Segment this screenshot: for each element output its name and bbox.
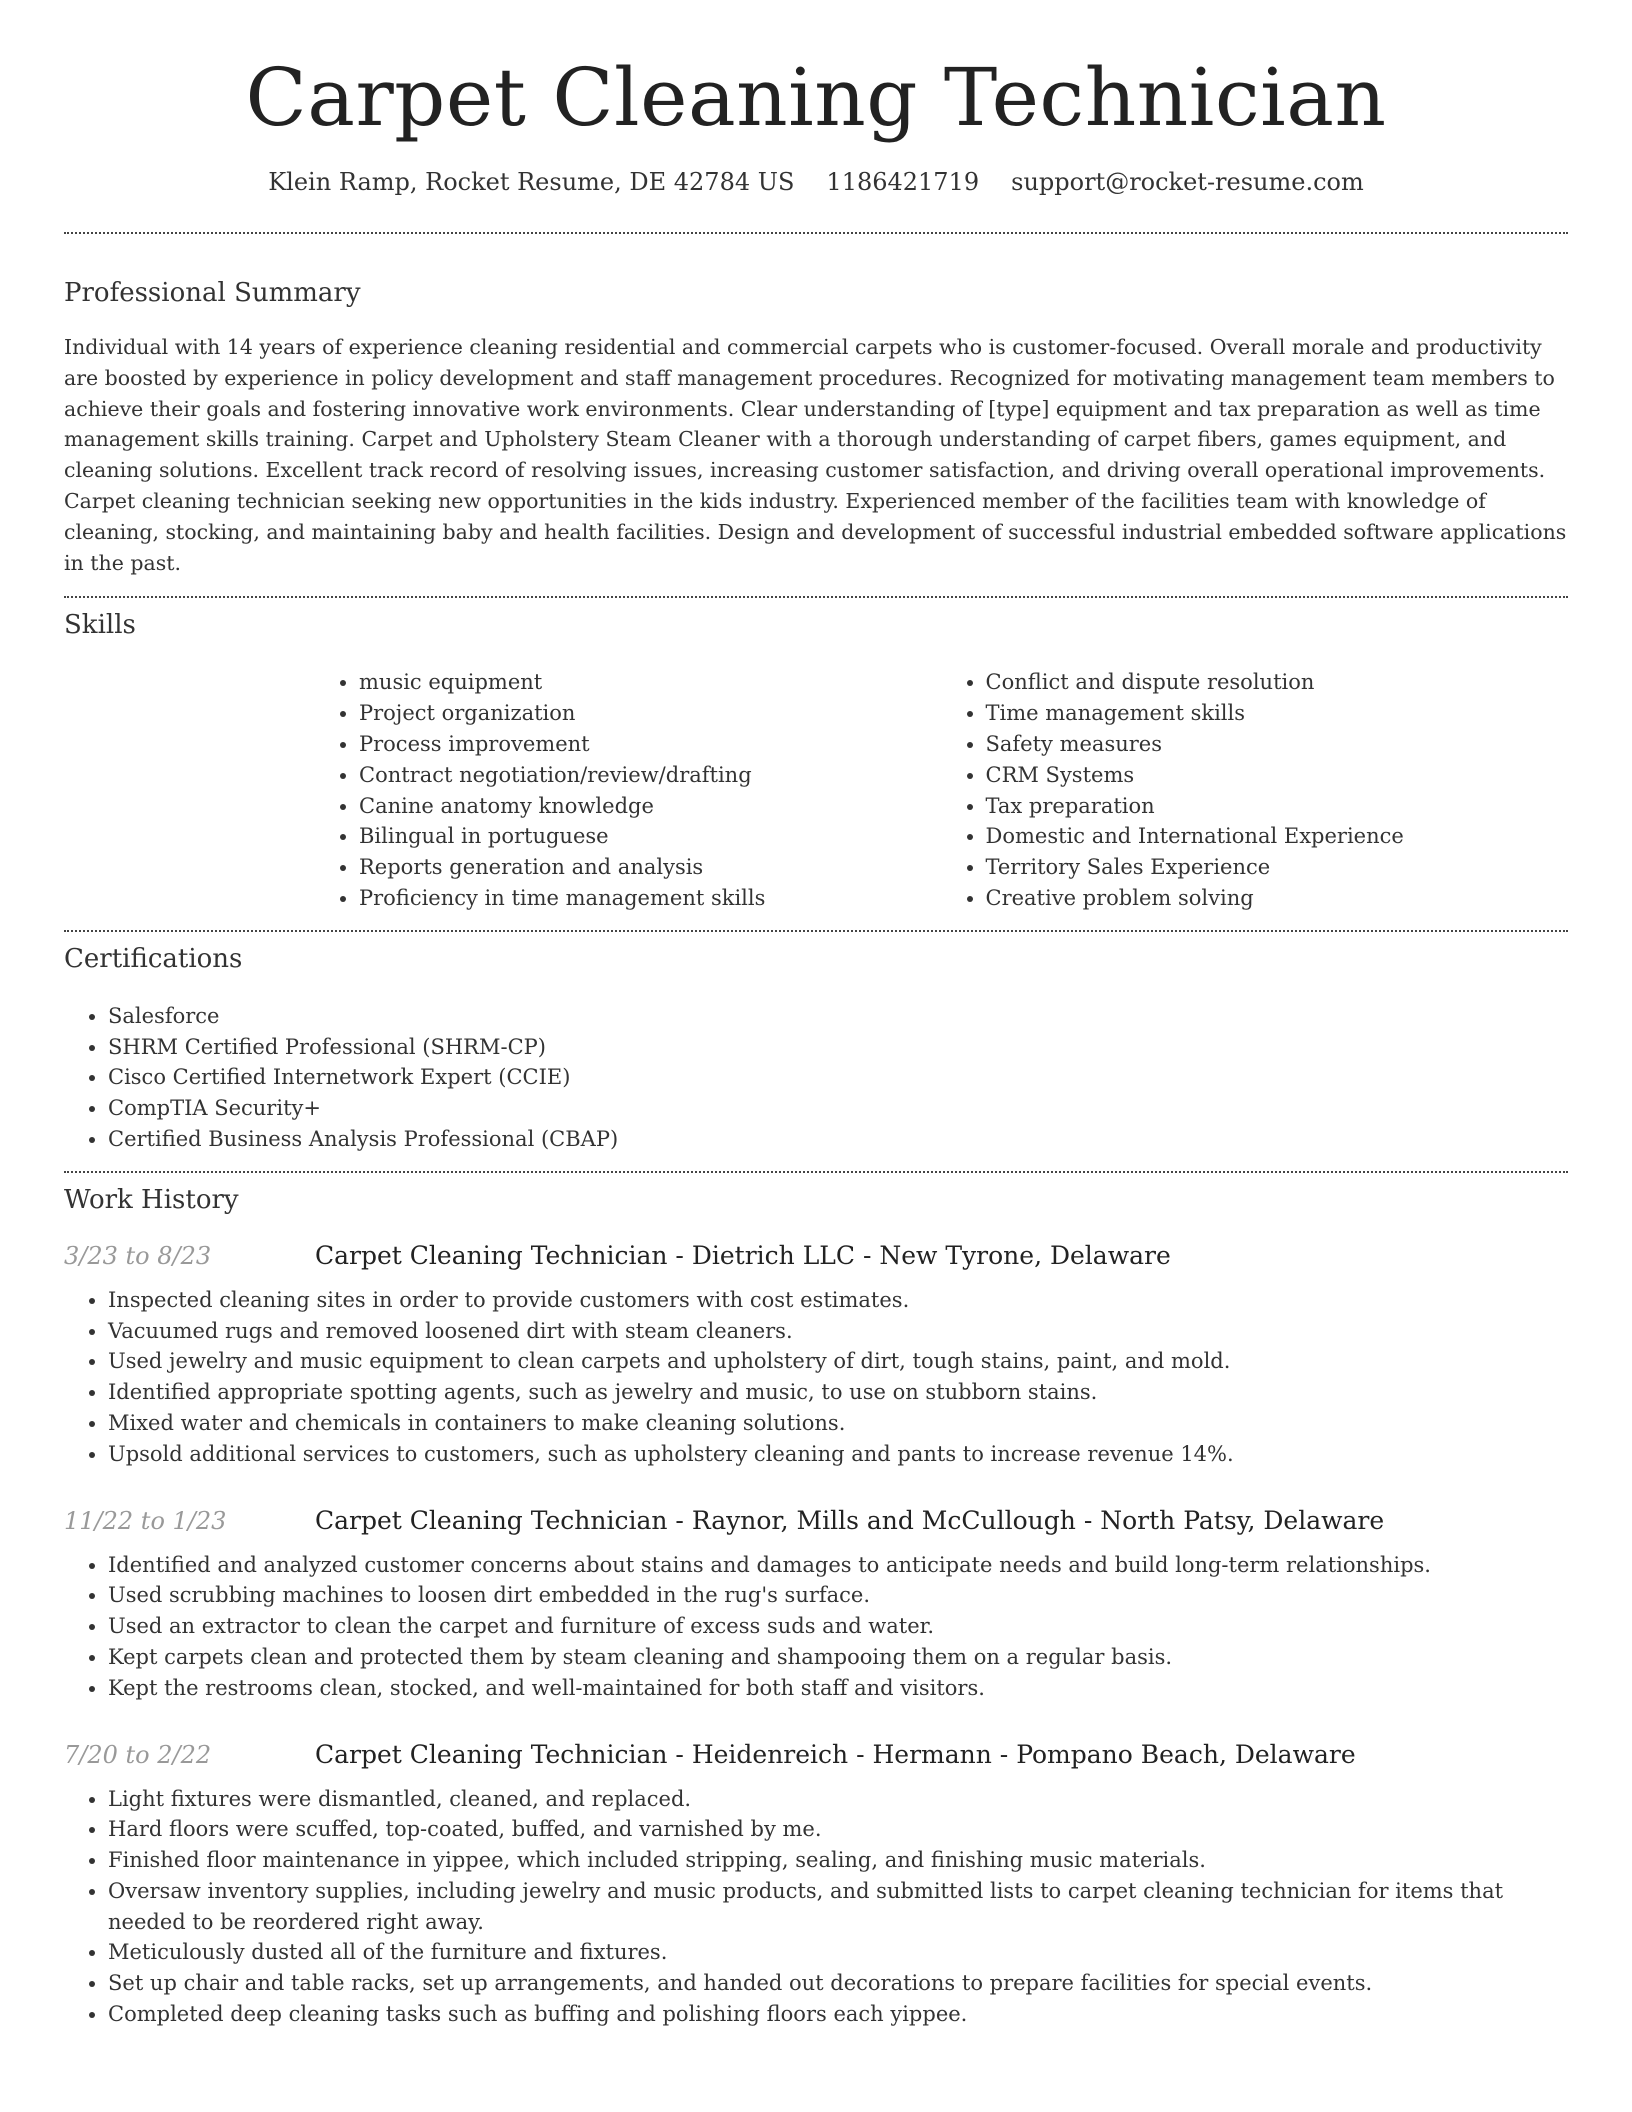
work-heading: Work History (64, 1184, 239, 1215)
job-duties (64, 1784, 1568, 2030)
summary-text: Individual with 14 years of experience cleaning residential and commercial carpets who is customer-focused. Overall morale and productivity are boosted by experience in policy development and staff management procedures. Recognized for motivating management team members to achieve their goals and fostering innovative work environments. Clear understanding of [type] equipment and tax preparation as well as time management skills training. Carpet and Upholstery Steam Cleaner with a thorough understanding of carpet fibers, games equipment, and cleaning solutions. Excellent track record of resolving issues, increasing customer satisfaction, and driving overall operational improvements. Carpet cleaning technician seeking new opportunities in the kids industry. Experienced member of the facilities team with knowledge of cleaning, stocking, and maintaining baby and health facilities. Design and development of successful industrial embedded software applications in the past. (64, 335, 1567, 575)
contact-info (64, 168, 1568, 196)
skill-item: • Project organization (359, 698, 942, 729)
skill-item: • Conflict and dispute resolution (986, 667, 1569, 698)
job-duty: • Kept carpets clean and protected them by steam cleaning and shampooing them on a regular basis. (108, 1642, 1568, 1673)
certifications-heading: Certifications (64, 943, 243, 974)
job-header (64, 1241, 1568, 1270)
job-duty: • Used scrubbing machines to loosen dirt embedded in the rug's surface. (108, 1580, 1568, 1611)
contact-email: support@rocket-resume.com (1011, 168, 1364, 196)
job-header (64, 1740, 1568, 1769)
skill-item: • CRM Systems (986, 760, 1569, 791)
resume-name: Carpet Cleaning Technician (245, 51, 1387, 144)
job-dates: 7/20 to 2/22 (64, 1740, 212, 1769)
job-dates: 11/22 to 1/23 (64, 1506, 227, 1535)
skill-item: • Process improvement (359, 729, 942, 760)
certification-item: • SHRM Certified Professional (SHRM-CP) (108, 1032, 1568, 1063)
skill-item: • Proficiency in time management skills (359, 883, 942, 914)
skills-section (64, 598, 1568, 929)
contact-phone: 1186421719 (826, 168, 980, 196)
skill-item: • Time management skills (986, 698, 1569, 729)
job-duty: • Used an extractor to clean the carpet and furniture of excess suds and water. (108, 1611, 1568, 1642)
job-duty: • Vacuumed rugs and removed loosened dirt with steam cleaners. (108, 1316, 1568, 1347)
job-duty: • Oversaw inventory supplies, including jewelry and music products, and submitted lists to carpet cleaning technician for items that needed to be reordered right away. (108, 1876, 1568, 1938)
job-dates: 3/23 to 8/23 (64, 1241, 212, 1270)
job-duty: • Finished floor maintenance in yippee, which included stripping, sealing, and finishing music materials. (108, 1845, 1568, 1876)
job-entry (64, 1506, 1568, 1704)
skill-item: • Safety measures (986, 729, 1569, 760)
job-duty: • Identified appropriate spotting agents, such as jewelry and music, to use on stubborn stains. (108, 1377, 1568, 1408)
skills-grid (315, 667, 1568, 913)
job-duty: • Hard floors were scuffed, top-coated, buffed, and varnished by me. (108, 1814, 1568, 1845)
job-entry (64, 1241, 1568, 1470)
skill-item: • Creative problem solving (986, 883, 1569, 914)
skill-item: • Bilingual in portuguese (359, 821, 942, 852)
job-title: Carpet Cleaning Technician - Dietrich LLC - New Tyrone, Delaware (315, 1240, 1171, 1270)
job-duty: • Meticulously dusted all of the furniture and fixtures. (108, 1937, 1568, 1968)
skills-list-left (315, 667, 942, 913)
job-duty: • Completed deep cleaning tasks such as buffing and polishing floors each yippee. (108, 1999, 1568, 2030)
certifications-list (64, 1001, 1568, 1155)
certification-item: • Cisco Certified Internetwork Expert (CCIE) (108, 1062, 1568, 1093)
certification-item: • Certified Business Analysis Professional (CBAP) (108, 1124, 1568, 1155)
job-duty: • Upsold additional services to customers, such as upholstery cleaning and pants to increase revenue 14%. (108, 1439, 1568, 1470)
contact-address: Klein Ramp, Rocket Resume, DE 42784 US (268, 168, 795, 196)
job-duty: • Light fixtures were dismantled, cleaned, and replaced. (108, 1784, 1568, 1815)
job-header (64, 1506, 1568, 1535)
job-duty: • Kept the restrooms clean, stocked, and well-maintained for both staff and visitors. (108, 1673, 1568, 1704)
skill-item: • Domestic and International Experience (986, 821, 1569, 852)
summary-section (64, 234, 1568, 596)
job-duties (64, 1285, 1568, 1470)
skill-item: • Territory Sales Experience (986, 852, 1569, 883)
skills-heading: Skills (64, 610, 136, 641)
job-duties (64, 1550, 1568, 1704)
work-section (64, 1173, 1568, 2030)
certification-item: • Salesforce (108, 1001, 1568, 1032)
skill-item: • Reports generation and analysis (359, 852, 942, 883)
job-title: Carpet Cleaning Technician - Heidenreich - Hermann - Pompano Beach, Delaware (315, 1739, 1356, 1769)
job-duty: • Set up chair and table racks, set up arrangements, and handed out decorations to prepare facilities for special events. (108, 1968, 1568, 1999)
skill-item: • Contract negotiation/review/drafting (359, 760, 942, 791)
job-duty: • Identified and analyzed customer concerns about stains and damages to anticipate needs and build long-term relationships. (108, 1550, 1568, 1581)
certification-item: • CompTIA Security+ (108, 1093, 1568, 1124)
summary-heading: Professional Summary (64, 278, 361, 308)
skill-item: • Canine anatomy knowledge (359, 791, 942, 822)
job-title: Carpet Cleaning Technician - Raynor, Mills and McCullough - North Patsy, Delaware (315, 1505, 1385, 1535)
job-duty: • Inspected cleaning sites in order to provide customers with cost estimates. (108, 1285, 1568, 1316)
certifications-section (64, 932, 1568, 1171)
skill-item: • music equipment (359, 667, 942, 698)
skill-item: • Tax preparation (986, 791, 1569, 822)
job-entry (64, 1740, 1568, 2030)
job-duty: • Used jewelry and music equipment to clean carpets and upholstery of dirt, tough stains, paint, and mold. (108, 1346, 1568, 1377)
job-duty: • Mixed water and chemicals in containers to make cleaning solutions. (108, 1408, 1568, 1439)
skills-list-right (942, 667, 1569, 913)
